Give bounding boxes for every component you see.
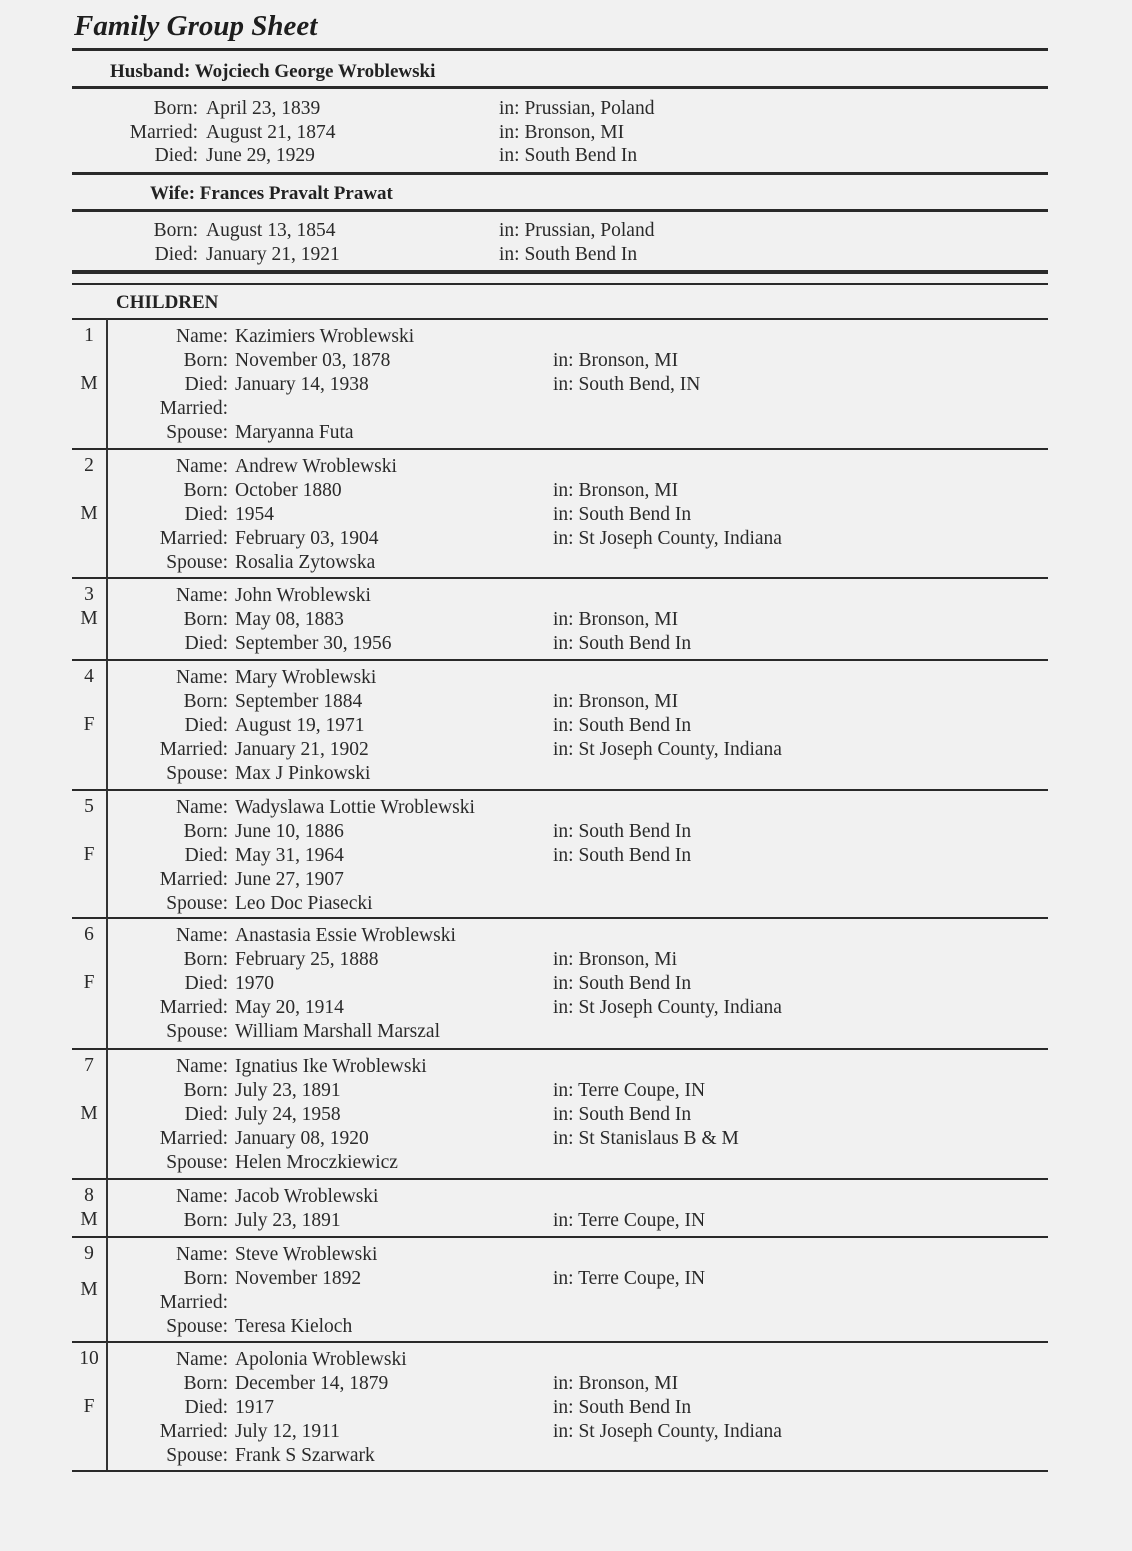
child-field-label: Married: <box>159 739 228 760</box>
title-rule <box>72 48 1048 51</box>
child-field-value: Steve Wroblewski <box>235 1244 378 1265</box>
child-field-label: Died: <box>184 845 228 866</box>
child-field-place: in: St Joseph County, Indiana <box>553 528 782 549</box>
child-field-label: Died: <box>184 374 228 395</box>
child-field-label: Born: <box>183 949 228 970</box>
child-field-label: Born: <box>183 821 228 842</box>
child-field-place: in: Terre Coupe, IN <box>553 1268 706 1289</box>
husband-name: Wojciech George Wroblewski <box>194 61 436 82</box>
children-heading-rule <box>72 318 1048 320</box>
child-number: 8 <box>84 1185 94 1206</box>
child-field-value: December 14, 1879 <box>235 1373 389 1394</box>
husband-event-place: in: South Bend In <box>499 145 638 166</box>
child-field-label: Born: <box>183 1373 228 1394</box>
child-field-label: Born: <box>183 609 228 630</box>
child-field-value: Helen Mroczkiewicz <box>235 1152 398 1173</box>
child-row-rule <box>72 1048 1048 1050</box>
child-field-place: in: St Stanislaus B & M <box>553 1128 739 1149</box>
child-field-place: in: Bronson, Mi <box>553 949 678 970</box>
child-field-value: Teresa Kieloch <box>235 1316 353 1337</box>
child-field-value: July 24, 1958 <box>235 1104 341 1125</box>
child-field-label: Died: <box>184 1397 228 1418</box>
husband-event-place: in: Bronson, MI <box>499 121 625 143</box>
husband-label: Husband: <box>110 61 191 82</box>
child-field-value: June 10, 1886 <box>235 821 344 842</box>
child-field-value: July 12, 1911 <box>235 1421 340 1442</box>
child-number: 10 <box>79 1348 99 1369</box>
wife-event-date: August 13, 1854 <box>206 220 336 241</box>
child-row-rule <box>72 917 1048 919</box>
child-field-value: September 30, 1956 <box>235 633 392 654</box>
child-field-label: Spouse: <box>166 1316 228 1337</box>
child-field-place: in: South Bend In <box>553 1104 692 1125</box>
child-sex: M <box>80 1279 98 1300</box>
child-field-label: Died: <box>184 715 228 736</box>
child-number: 2 <box>84 455 94 476</box>
child-field-value: May 20, 1914 <box>235 997 344 1018</box>
child-field-label: Born: <box>183 1268 228 1289</box>
wife-event-label: Died: <box>154 243 198 265</box>
child-field-label: Born: <box>183 1210 228 1231</box>
husband-event-label: Died: <box>154 145 198 166</box>
child-field-value: August 19, 1971 <box>235 715 365 736</box>
child-sex: F <box>83 972 95 993</box>
child-field-value: 1970 <box>235 973 274 994</box>
child-field-label: Married: <box>159 1128 228 1149</box>
husband-event-place: in: Prussian, Poland <box>499 98 655 119</box>
child-field-place: in: St Joseph County, Indiana <box>553 739 782 760</box>
child-field-label: Born: <box>183 691 228 712</box>
child-field-value: Andrew Wroblewski <box>235 456 397 477</box>
child-number: 3 <box>84 584 94 605</box>
child-field-label: Born: <box>183 1080 228 1101</box>
husband-event-date: June 29, 1929 <box>206 145 315 166</box>
child-field-label: Born: <box>183 480 228 501</box>
child-field-place: in: St Joseph County, Indiana <box>553 1421 782 1442</box>
child-field-label: Married: <box>159 528 228 549</box>
child-sex: M <box>80 1103 98 1124</box>
child-field-label: Died: <box>184 633 228 654</box>
child-field-place: in: South Bend In <box>553 504 692 525</box>
husband-event-date: August 21, 1874 <box>206 121 336 143</box>
child-number: 7 <box>84 1055 94 1076</box>
child-field-value: Mary Wroblewski <box>235 667 377 688</box>
child-field-label: Spouse: <box>166 422 228 443</box>
child-field-label: Married: <box>159 997 228 1018</box>
child-field-label: Name: <box>176 797 228 818</box>
child-number: 4 <box>84 666 94 687</box>
child-row-rule <box>72 448 1048 450</box>
child-row-rule <box>72 1178 1048 1180</box>
wife-event-label: Born: <box>153 220 198 241</box>
child-row-rule <box>72 577 1048 579</box>
child-field-value: Ignatius Ike Wroblewski <box>235 1056 427 1077</box>
child-sex: M <box>80 1209 98 1230</box>
child-field-value: Jacob Wroblewski <box>235 1186 379 1207</box>
child-field-value: Wadyslawa Lottie Wroblewski <box>235 797 475 818</box>
child-field-value: September 1884 <box>235 691 363 712</box>
child-field-label: Spouse: <box>166 1021 228 1042</box>
child-field-value: 1954 <box>235 504 274 525</box>
child-field-place: in: Terre Coupe, IN <box>553 1080 706 1101</box>
child-number: 9 <box>84 1243 94 1264</box>
child-field-value: John Wroblewski <box>235 585 371 606</box>
child-field-label: Married: <box>159 398 228 419</box>
child-sex: M <box>80 373 98 394</box>
child-field-place: in: South Bend In <box>553 821 692 842</box>
child-field-value: 1917 <box>235 1397 274 1418</box>
child-field-label: Spouse: <box>166 763 228 784</box>
child-field-place: in: St Joseph County, Indiana <box>553 997 782 1018</box>
child-field-label: Name: <box>176 1186 228 1207</box>
child-field-label: Spouse: <box>166 1445 228 1466</box>
husband-event-label: Born: <box>153 98 198 119</box>
child-field-label: Spouse: <box>166 1152 228 1173</box>
child-field-label: Died: <box>184 973 228 994</box>
child-field-value: February 03, 1904 <box>235 528 379 549</box>
child-field-value: Frank S Szarwark <box>235 1445 375 1466</box>
child-field-label: Name: <box>176 667 228 688</box>
child-field-value: William Marshall Marszal <box>235 1021 440 1042</box>
child-field-place: in: Bronson, MI <box>553 1373 679 1394</box>
child-field-place: in: Bronson, MI <box>553 609 679 630</box>
child-field-place: in: South Bend, IN <box>553 374 701 395</box>
parents-bottom-rule <box>72 270 1048 274</box>
child-number: 5 <box>84 796 94 817</box>
child-sex: F <box>83 1396 95 1417</box>
child-field-value: Rosalia Zytowska <box>235 552 376 573</box>
wife-name: Frances Pravalt Prawat <box>199 183 393 204</box>
children-heading: CHILDREN <box>116 292 219 313</box>
child-field-value: Anastasia Essie Wroblewski <box>235 925 456 946</box>
child-sex: M <box>80 503 98 524</box>
wife-rule <box>72 209 1048 212</box>
child-field-value: Maryanna Futa <box>235 422 354 443</box>
child-field-value: May 08, 1883 <box>235 609 344 630</box>
wife-label: Wife: <box>150 183 196 204</box>
child-field-label: Name: <box>176 585 228 606</box>
husband-event-label: Married: <box>129 121 198 143</box>
child-field-value: Apolonia Wroblewski <box>235 1349 407 1370</box>
child-sex: F <box>83 844 95 865</box>
child-field-value: June 27, 1907 <box>235 869 344 890</box>
child-field-value: July 23, 1891 <box>235 1080 341 1101</box>
child-field-place: in: Bronson, MI <box>553 691 679 712</box>
child-field-value: January 21, 1902 <box>235 739 369 760</box>
child-field-label: Born: <box>183 350 228 371</box>
husband-heading <box>110 61 435 83</box>
child-field-place: in: Terre Coupe, IN <box>553 1210 706 1231</box>
wife-heading <box>150 183 393 205</box>
child-row-rule <box>72 1470 1048 1472</box>
child-number: 1 <box>84 325 94 346</box>
child-field-label: Married: <box>159 1421 228 1442</box>
child-field-value: February 25, 1888 <box>235 949 379 970</box>
child-field-value: May 31, 1964 <box>235 845 344 866</box>
child-field-label: Spouse: <box>166 893 228 914</box>
wife-event-date: January 21, 1921 <box>206 243 340 265</box>
child-field-place: in: Bronson, MI <box>553 350 679 371</box>
child-field-value: November 1892 <box>235 1268 362 1289</box>
child-field-label: Name: <box>176 1056 228 1077</box>
child-field-label: Spouse: <box>166 552 228 573</box>
child-number: 6 <box>84 924 94 945</box>
child-field-place: in: South Bend In <box>553 633 692 654</box>
child-field-label: Name: <box>176 1244 228 1265</box>
child-field-label: Married: <box>159 869 228 890</box>
child-field-label: Died: <box>184 1104 228 1125</box>
child-field-place: in: South Bend In <box>553 715 692 736</box>
child-field-label: Married: <box>159 1292 228 1313</box>
child-field-label: Name: <box>176 326 228 347</box>
child-field-place: in: Bronson, MI <box>553 480 679 501</box>
child-field-value: Kazimiers Wroblewski <box>235 326 415 347</box>
child-field-label: Died: <box>184 504 228 525</box>
child-row-rule <box>72 789 1048 791</box>
child-field-value: Leo Doc Piasecki <box>235 893 373 914</box>
wife-event-place: in: South Bend In <box>499 243 638 265</box>
child-field-value: November 03, 1878 <box>235 350 391 371</box>
husband-rule <box>72 86 1048 89</box>
child-field-place: in: South Bend In <box>553 845 692 866</box>
child-field-value: January 14, 1938 <box>235 374 369 395</box>
child-row-rule <box>72 659 1048 661</box>
child-field-value: Max J Pinkowski <box>235 763 371 784</box>
child-row-rule <box>72 1341 1048 1343</box>
child-sex: F <box>83 714 95 735</box>
child-field-label: Name: <box>176 1349 228 1370</box>
child-sex: M <box>80 608 98 629</box>
child-field-value: July 23, 1891 <box>235 1210 341 1231</box>
child-field-value: January 08, 1920 <box>235 1128 369 1149</box>
wife-top-rule <box>72 172 1048 175</box>
child-row-rule <box>72 1236 1048 1238</box>
child-field-place: in: South Bend In <box>553 1397 692 1418</box>
child-field-place: in: South Bend In <box>553 973 692 994</box>
husband-event-date: April 23, 1839 <box>206 98 321 119</box>
child-field-label: Name: <box>176 456 228 477</box>
child-field-value: October 1880 <box>235 480 342 501</box>
child-field-label: Name: <box>176 925 228 946</box>
wife-event-place: in: Prussian, Poland <box>499 220 655 241</box>
page-title: Family Group Sheet <box>74 10 318 42</box>
children-top-rule <box>72 283 1048 285</box>
